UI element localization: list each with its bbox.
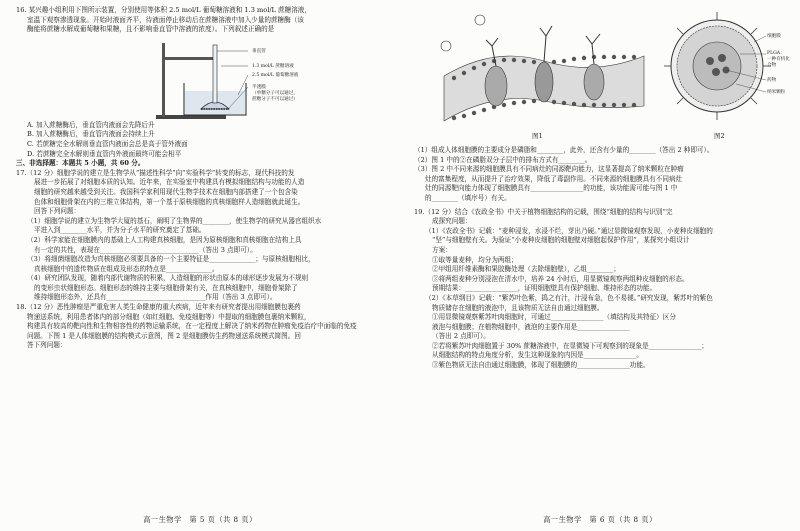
label-plga-desc-1: 一种有机化: [767, 57, 790, 62]
text-line: 液泡与细胞膜；在植物细胞中，液泡的主要作用是________________: [432, 322, 630, 331]
left-page-footer: 高一生物学 第 5 页（共 8 页）: [143, 515, 257, 525]
text-line: 物递送系统，利用患者体内的部分细胞（如红细胞、免疫细胞等）中提取的细胞膜包裹纳米颗粒，: [27, 312, 311, 321]
text-line: 问题。下图 1 是人体细胞膜的结构模式示意图，图 2 是细胞膜仿生药物递送系统模式简图。回: [27, 331, 301, 340]
figure-1-caption: 图1: [532, 132, 543, 140]
label-cell-membrane: 细胞膜: [767, 34, 781, 39]
text-line: 的变形虫状细胞形态。细胞形态的维持主要与细胞骨架有关，在真核细胞中，细胞骨架除了: [34, 283, 298, 292]
label-membrane-note-1: （单糖分子可以通过，: [252, 90, 298, 96]
text-line: 色体和细胞骨架在内的三维立体结构，第一个基于原核细胞的真核细胞样人造细胞就此诞生。: [34, 197, 305, 206]
text-line: 的________（填序号）有关。: [425, 193, 511, 202]
text-line: ①用显微镜观察紫苏叶肉细胞时，可通过________________（填结构及其特征）区分: [432, 313, 676, 322]
text-line: 16. 某兴趣小组利用下图所示装置，分别使用等体积 2.5 mol/L 葡萄糖溶液和 1.3 mol/L 蔗糖溶液，: [16, 6, 311, 14]
nanoparticle-delivery-diagram: [662, 6, 782, 136]
text-line: D. 若蔗糖完全水解则垂直管内外液面最终可能会相平: [27, 149, 182, 158]
osmosis-apparatus-diagram: [16, 35, 386, 121]
label-semipermeable-membrane: 半透膜: [252, 84, 266, 90]
text-line: 方案：: [432, 245, 452, 254]
text-line: 预期结果：________________，证明细胞壁具有保护细胞、维持形态的功能。: [432, 284, 657, 293]
text-line: （3）将细菌细胞改造为真核细胞必须要具备的一个主要特征是______________；与原核细胞相比，: [27, 255, 315, 264]
text-line: 回答下列问题：: [34, 207, 81, 216]
text-line: 答下列问题：: [27, 341, 67, 350]
text-line: 成探究问题：: [432, 217, 472, 226]
text-line: ①取等量麦种，均分为两组；: [432, 255, 518, 264]
text-line: 构建具有较高的靶向性和生物相容性的药物运输系统，在一定程度上解决了纳米药物在肿瘤免疫治疗中面临的免疫: [27, 322, 357, 331]
text-line: 酶能将蔗糖水解成葡萄糖和果糖，且不影响垂直管中溶液的浓度）。下列叙述正确的是: [27, 25, 275, 34]
question-19: [414, 208, 790, 371]
text-line: （2）《本草纲目》记载：“紫苏叶色紫，捣之有汁，汁浸布急，色不易褪。”研究发现，紫苏叶的紫色: [425, 293, 713, 302]
text-line: 18.（12 分）恶性肿瘤是严重危害人类生命健康的重大疾病，近年来有研究者提出用细胞膜包裹药: [16, 303, 301, 312]
text-line: 真核细胞中的遗传物质在组成及形态的特点是______________。: [34, 264, 219, 273]
text-line: ②甲组用纤维素酶和果胶酶处理（去除细胞壁），乙组________；: [432, 265, 620, 274]
label-sucrose-solution: 1.3 mol/L 蔗糖溶液: [252, 63, 294, 69]
label-drug: 药物: [767, 78, 777, 83]
text-line: （1）细胞学说的建立为生物学大厦的基石，阐明了生物界的________，使生物学的研究从器官组织水: [27, 216, 322, 225]
text-line: ③将两组麦种分别浸泡在清水中，培养 24 小时后，用显微镜观察两组种皮细胞的形态。: [432, 274, 689, 283]
text-line: 从细胞结构的特点角度分析，发生这种现象的内因是________________。: [432, 351, 643, 360]
text-line: 17.（12 分）细胞学说的建立是生物学从“描述性科学”向“实验科学”转变的标志，现代科技的发: [16, 168, 295, 177]
section-3-title: 三、非选择题：本题共 5 小题，共 60 分。: [16, 159, 145, 168]
text-line: A. 加入蔗糖酶后，垂直管内液面会先降后升: [27, 120, 155, 129]
text-line: 室温下观察渗透现象。开始时液面齐平，待液面停止移动后在蔗糖溶液中加入少量的蔗糖酶（该: [27, 15, 304, 24]
right-page-footer: 高一生物学 第 6 页（共 8 页）: [543, 515, 657, 525]
text-line: （1）《农政全书》记载：“麦种浸发，水浸不烂，芽出乃硬。”通过显微镜观察发现，小麦种皮细胞的: [425, 226, 713, 235]
text-line: 灶的同源靶向能力体现了细胞膜具有________________的功能，该功能需可能与图 1 中: [425, 184, 678, 193]
right-page: [400, 0, 800, 531]
question-16-stem: [16, 6, 386, 35]
label-membrane-note-2: 蔗糖分子不可以通过）: [252, 96, 298, 102]
text-line: 灶的富集程度，从而提升了治疗效果，降低了毒副作用。不同来源的细胞膜具有不同病灶: [425, 174, 683, 183]
question-17: [16, 169, 386, 303]
label-plga-desc-2: 合物: [767, 63, 777, 68]
text-line: C. 若蔗糖完全水解则垂直管内液面会总是高于管外液面: [27, 139, 188, 148]
membrane-structure-diagram: [434, 6, 654, 136]
label-nanoparticle: 纳米颗粒: [767, 90, 786, 95]
text-line: ③紫色物质无法自由通过细胞膜，体现了细胞膜的________________功能。: [432, 361, 650, 370]
text-line: B. 加入蔗糖酶后，垂直管内液面会持续上升: [27, 130, 155, 139]
label-plga: PLGA：: [767, 51, 785, 56]
text-line: 有一定的共性，表现在______________________________（答出 3 点即可）。: [34, 245, 257, 254]
text-line: （4）研究团队发现，随着内部代谢物质的积累，人造细胞的形状由原本的球形逐步发展为不规则: [27, 274, 309, 283]
text-line: （2）图 1 中的②在磷脂双分子层中的排布方式有________。: [414, 155, 592, 164]
osmosis-apparatus-figure: [16, 35, 386, 121]
text-line: （1）组成人体细胞膜的主要成分是磷脂和________，此外，还含有少量的________（答出 2 种即可）。: [414, 146, 714, 154]
text-line: 19.（12 分）结合《农政全书》中关于植物细胞结构的记载，围绕“细胞的结构与识别”完: [414, 207, 673, 216]
question-18-parts: [414, 146, 790, 204]
label-vertical-tube: 垂直管: [252, 48, 266, 54]
text-line: （3）图 2 中不同来源的细胞膜具有不同病灶的同源靶向能力，这显著提高了纳米颗粒在肿瘤: [414, 165, 684, 174]
text-line: 展进一步拓展了对细胞本质的认知。近年来，在实验室中构建具有模拟细胞结构与功能的人造: [34, 178, 305, 187]
figure-2-caption: 图2: [714, 132, 725, 140]
text-line: ②若将紫苏叶肉细胞置于 30% 蔗糖溶液中，在显微镜下可观察到的现象是________________；: [432, 341, 709, 350]
text-line: 维持细胞形态外，还具有______________________________作用（答出 3 点即可）。: [34, 293, 277, 302]
text-line: 物质储存在细胞的液泡中，且该物质无法自由通过细胞膜。: [432, 303, 604, 312]
text-line: （2）科学家能在细胞膜内的基础上人工构建真核细胞，是因为原核细胞和真核细胞在结构上具: [27, 235, 302, 244]
question-18: [16, 303, 386, 351]
label-glucose-solution: 2.5 mol/L 葡萄糖溶液: [252, 72, 299, 78]
text-line: 细胞的研究越来越受到关注。我国科学家利用现代生物学技术在细胞内部搭建了一个包含染: [34, 187, 298, 196]
text-line: 平进入到________水平，并为分子水平的研究奠定了基础。: [34, 226, 206, 235]
text-line: （答出 2 点即可）。: [432, 332, 490, 341]
figures-row: [414, 6, 790, 146]
question-16-options: [16, 121, 386, 159]
text-line: “坚”与细胞壁有关。为验证“小麦种皮细胞的细胞壁对细胞起保护作用”，某探究小组设计: [432, 236, 690, 245]
